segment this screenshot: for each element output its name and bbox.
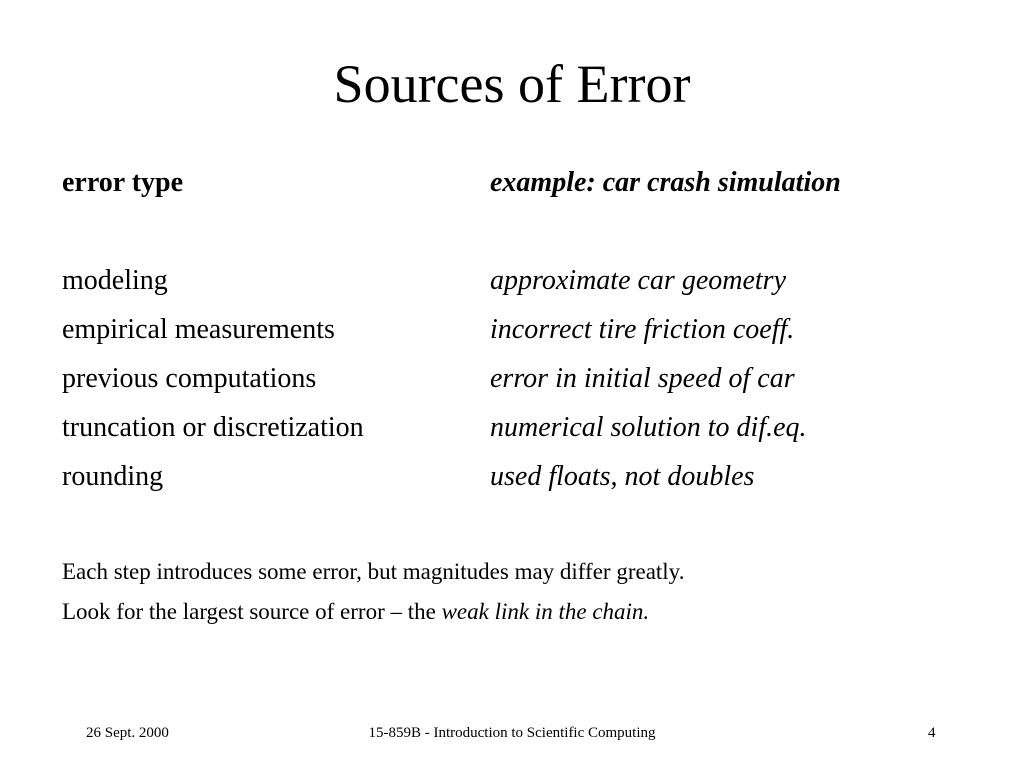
footer-date: 26 Sept. 2000: [86, 725, 169, 741]
error-type-cell: empirical measurements: [62, 314, 335, 345]
table-header-row: [62, 158, 962, 207]
note-line-2-emphasis: weak link in the chain.: [441, 599, 650, 624]
footer-course-title: 15-859B - Introduction to Scientific Computing: [368, 725, 656, 741]
header-error-type: error type: [62, 167, 184, 198]
footer-page-number: 4: [928, 725, 936, 741]
header-example: example: car crash simulation: [490, 167, 841, 198]
error-type-cell: previous computations: [62, 363, 317, 394]
error-type-cell: modeling: [62, 265, 168, 296]
example-cell: numerical solution to dif.eq.: [490, 412, 807, 443]
example-cell: error in initial speed of car: [490, 363, 795, 394]
error-type-cell: truncation or discretization: [62, 412, 364, 443]
slide-title: Sources of Error: [333, 54, 691, 114]
table-row: [62, 403, 962, 452]
notes: [62, 552, 962, 632]
note-line-2: [62, 592, 962, 632]
note-line-1: Each step introduces some error, but magnitudes may differ greatly.: [62, 559, 685, 584]
table-row: [62, 256, 962, 305]
example-cell: incorrect tire friction coeff.: [490, 314, 795, 345]
note-line-2-text: Look for the largest source of error – the: [62, 599, 442, 624]
table-spacer: [62, 207, 962, 256]
table-row: [62, 305, 962, 354]
table-row: [62, 354, 962, 403]
example-cell: used floats, not doubles: [490, 461, 755, 492]
example-cell: approximate car geometry: [490, 265, 786, 296]
error-type-cell: rounding: [62, 461, 164, 492]
error-sources-table: [62, 158, 962, 501]
table-row: [62, 452, 962, 501]
